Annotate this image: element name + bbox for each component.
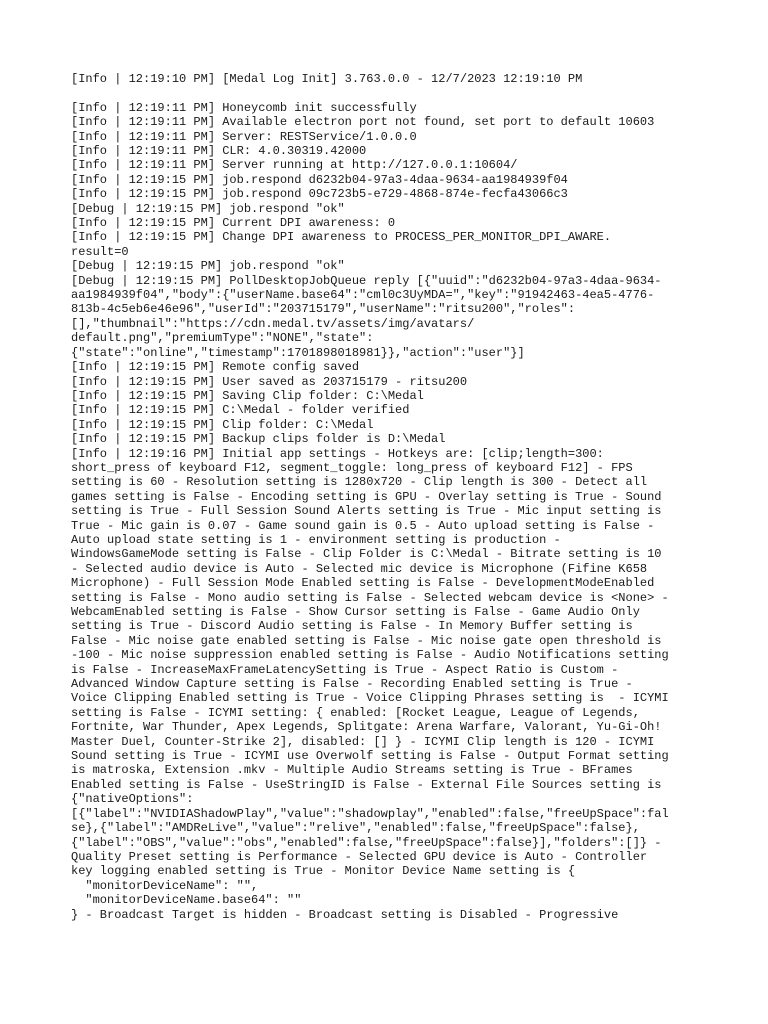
log-line: [Info | 12:19:15 PM] Backup clips folder is D:\Medal [71, 432, 446, 447]
log-line: [Info | 12:19:15 PM] Saving Clip folder: C:\Medal [71, 388, 424, 403]
log-line: [Info | 12:19:15 PM] Change DPI awareness to PROCESS_PER_MONITOR_DPI_AWARE. result=0 [71, 230, 612, 259]
log-line: [Info | 12:19:15 PM] job.respond d6232b04-97a3-4daa-9634-aa1984939f04 [71, 172, 568, 187]
log-line: [Info | 12:19:10 PM] [Medal Log Init] 3.763.0.0 - 12/7/2023 12:19:10 PM [71, 72, 583, 86]
log-line: [Info | 12:19:15 PM] Current DPI awareness: 0 [71, 216, 396, 231]
log-line: [Debug | 12:19:15 PM] PollDesktopJobQueue reply [{"uuid":"d6232b04-97a3-4daa-9634- aa1984939f04","body":{"userName.base64":"cml0c3UyMDA=","key":"91942463-4ea5-4776- 813b-4c5eb6e46e96","userId":"203715179","userName":"ritsu200","roles": [],"thumbnail":"https://cdn.medal.tv/assets/img/avatars/ default.png","premiumType":"NONE","state": {"state":"online","timestamp":1701898018981}},"action":"user"}] [71, 273, 662, 360]
log-line: [Info | 12:19:11 PM] Server: RESTService/1.0.0.0 [71, 129, 417, 144]
log-line: [Info | 12:19:15 PM] User saved as 203715179 - ritsu200 [71, 374, 468, 389]
log-line: [Info | 12:19:15 PM] C:\Medal - folder verified [71, 403, 410, 418]
log-line: [Info | 12:19:11 PM] Available electron port not found, set port to default 10603 [71, 115, 655, 130]
log-line: [Info | 12:19:15 PM] job.respond 09c723b5-e729-4868-874e-fecfa43066c3 [71, 187, 568, 202]
log-line: [Info | 12:19:15 PM] Clip folder: C:\Medal [71, 417, 374, 432]
log-line: [Info | 12:19:11 PM] Server running at http://127.0.0.1:10604/ [71, 158, 518, 173]
log-line: [Info | 12:19:15 PM] Remote config saved [71, 360, 360, 375]
log-line: [Info | 12:19:11 PM] Honeycomb init successfully [71, 100, 417, 115]
log-line: [Info | 12:19:16 PM] Initial app settings - Hotkeys are: [clip;length=300: short_press of keyboard F12, segment_toggle: long_press of keyboard F12] - FPS setting is 60 - Resolution setting is 1280x720 - Clip length is 300 - Detect all games setting is False - Encoding setting is GPU - Overlay setting is True - Sound setting is True - Full Session Sound Alerts setting is True - Mic input setting is True - Mic gain is 0.07 - Game sound gain is 0.5 - Auto upload setting is False - Auto upload state setting is 1 - environment setting is production - WindowsGameMode setting is False - Clip Folder is C:\Medal - Bitrate setting is 10 - Selected audio device is Auto - Selected mic device is Microphone (Fifine K658 Microphone) - Full Session Mode Enabled setting is False - DevelopmentModeEnabled setting is False - Mono audio setting is False - Selected webcam device is <None> - WebcamEnabled setting is False - Show Cursor setting is False - Game Audio Only setting is True - Discord Audio setting is False - In Memory Buffer setting is False - Mic noise gate enabled setting is False - Mic noise gate open threshold is -100 - Mic noise suppression enabled setting is False - Audio Notifications setting is False - IncreaseMaxFrameLatencySetting is True - Aspect Ratio is Custom - Advanced Window Capture setting is False - Recording Enabled setting is True - Voice Clipping Enabled setting is True - Voice Clipping Phrases setting is - ICYMI setting is False - ICYMI setting: { enabled: [Rocket League, League of Legends, Fortnite, War Thunder, Apex Legends, Splitgate: Arena Warfare, Valorant, Yu-Gi-Oh! Master Duel, Counter-Strike 2], disabled: [] } - ICYMI Clip length is 120 - ICYMI Sound setting is True - ICYMI use Overwolf setting is False - Output Format setting is matroska, Extension .mkv - Multiple Audio Streams setting is True - BFrames Enabled setting is False - UseStringID is False - External File Sources setting is {"nativeOptions": [{"label":"NVIDIAShadowPlay","value":"shadowplay","enabled":false,"freeUpSpace":fal se},{"label":"AMDReLive","value":"relive","enabled":false,"freeUpSpace":false}, {"label":"OBS","value":"obs","enabled":false,"freeUpSpace":false}],"folders":[]} - Quality Preset setting is Performance - Selected GPU device is Auto - Controller key logging enabled setting is True - Monitor Device Name setting is { "monitorDeviceName": "", "monitorDeviceName.base64": "" } - Broadcast Target is hidden - Broadcast setting is Disabled - Progressive [71, 446, 669, 922]
log-document [71, 72, 701, 922]
log-line: [Info | 12:19:11 PM] CLR: 4.0.30319.42000 [71, 144, 367, 159]
log-line: [Debug | 12:19:15 PM] job.respond "ok" [71, 201, 345, 216]
log-line: [Debug | 12:19:15 PM] job.respond "ok" [71, 259, 345, 274]
